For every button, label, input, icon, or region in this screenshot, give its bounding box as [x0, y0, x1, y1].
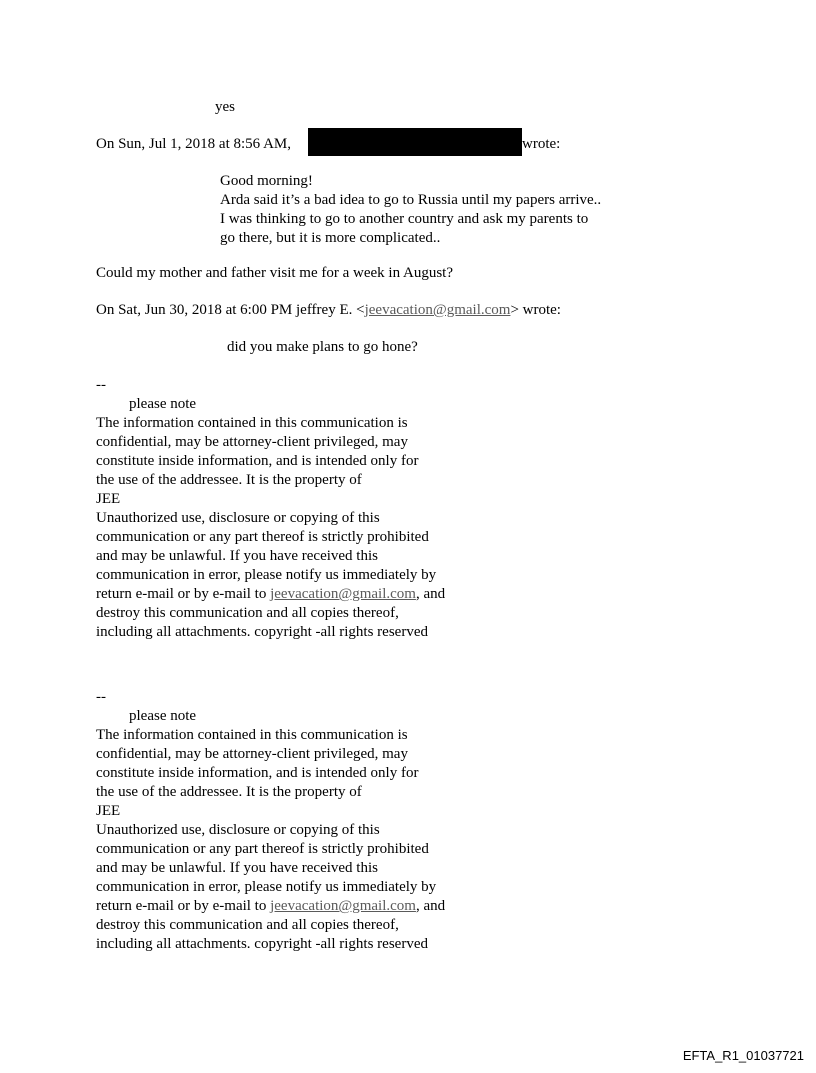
document-id: EFTA_R1_01037721: [682, 1048, 804, 1063]
reply-text: yes: [215, 99, 235, 115]
disclaimer-line: The information contained in this communication is: [96, 727, 408, 743]
quote-header-1: [96, 135, 291, 154]
email-link[interactable]: jeevacation@gmail.com: [364, 302, 511, 318]
disclaimer-line: destroy this communication and all copies thereof,: [96, 605, 399, 621]
disclaimer-line: Unauthorized use, disclosure or copying of this: [96, 510, 380, 526]
disclaimer-line: communication or any part thereof is strictly prohibited: [96, 841, 429, 857]
disclaimer-email-line: [96, 897, 445, 916]
disclaimer-line: constitute inside information, and is intended only for: [96, 765, 419, 781]
disclaimer-line: confidential, may be attorney-client privileged, may: [96, 746, 408, 762]
email-link[interactable]: jeevacation@gmail.com: [270, 898, 416, 914]
email-link[interactable]: jeevacation@gmail.com: [270, 586, 416, 602]
quote-header-2-prefix: On Sat, Jun 30, 2018 at 6:00 PM jeffrey E. <: [96, 302, 365, 318]
disclaimer-line: communication in error, please notify us immediately by: [96, 879, 437, 895]
disclaimer-line: the use of the addressee. It is the property of: [96, 784, 362, 800]
disclaimer-block-2: [96, 688, 445, 954]
question-text: Could my mother and father visit me for a week in August?: [96, 265, 454, 281]
disclaimer-line: the use of the addressee. It is the property of: [96, 472, 362, 488]
disclaimer-separator: --: [96, 689, 106, 705]
disclaimer-email-line: [96, 585, 445, 604]
disclaimer-line: JEE: [96, 803, 121, 819]
disclaimer-line: and may be unlawful. If you have received this: [96, 860, 378, 876]
disclaimer-line: communication in error, please notify us immediately by: [96, 567, 437, 583]
redaction-bar: [308, 128, 522, 156]
disclaimer-line: destroy this communication and all copies thereof,: [96, 917, 399, 933]
quote-header-2: [96, 301, 561, 320]
disclaimer-email-suffix: , and: [415, 898, 446, 914]
disclaimer-note: please note: [129, 708, 197, 724]
disclaimer-email-prefix: return e-mail or by e-mail to: [96, 898, 271, 914]
disclaimer-line: and may be unlawful. If you have received this: [96, 548, 378, 564]
quoted-message-line: Good morning!: [220, 173, 313, 189]
disclaimer-line: Unauthorized use, disclosure or copying of this: [96, 822, 380, 838]
disclaimer-line: including all attachments. copyright -all rights reserved: [96, 936, 428, 952]
quoted-message-line: Arda said it’s a bad idea to go to Russia until my papers arrive..: [220, 192, 602, 208]
disclaimer-line: constitute inside information, and is intended only for: [96, 453, 419, 469]
inner-message: did you make plans to go hone?: [227, 339, 418, 355]
quoted-message: [220, 172, 601, 248]
disclaimer-note: please note: [129, 396, 197, 412]
quoted-message-line: go there, but it is more complicated..: [220, 230, 441, 246]
disclaimer-separator: --: [96, 377, 106, 393]
disclaimer-email-suffix: , and: [415, 586, 446, 602]
disclaimer-line: The information contained in this communication is: [96, 415, 408, 431]
disclaimer-line: communication or any part thereof is strictly prohibited: [96, 529, 429, 545]
disclaimer-line: including all attachments. copyright -all rights reserved: [96, 624, 428, 640]
quote-header-1-suffix: wrote:: [522, 136, 561, 152]
disclaimer-line: JEE: [96, 491, 121, 507]
quote-header-1-prefix: On Sun, Jul 1, 2018 at 8:56 AM,: [96, 136, 292, 152]
quote-header-2-suffix: > wrote:: [510, 302, 561, 318]
quoted-message-line: I was thinking to go to another country and ask my parents to: [220, 211, 589, 227]
disclaimer-email-prefix: return e-mail or by e-mail to: [96, 586, 271, 602]
disclaimer-line: confidential, may be attorney-client privileged, may: [96, 434, 408, 450]
disclaimer-block-1: [96, 376, 445, 642]
